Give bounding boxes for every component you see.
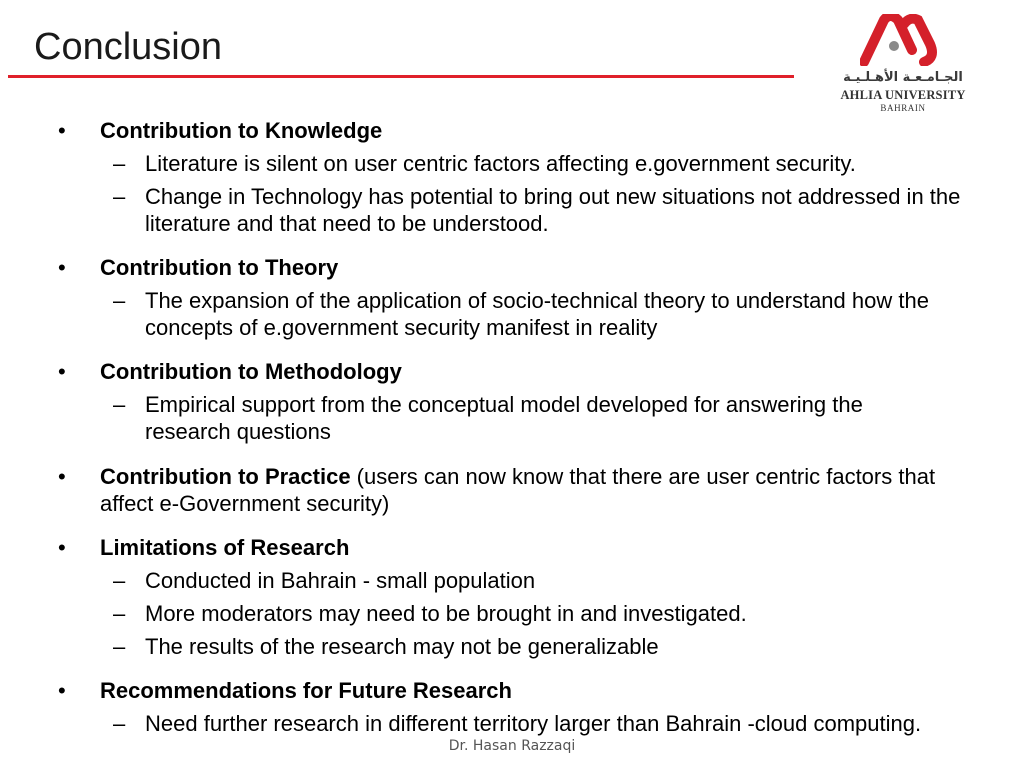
- list-item: – The results of the research may not be generalizable: [113, 634, 659, 659]
- university-logo: [838, 14, 968, 118]
- logo-arabic-text: الجـامـعـة الأهـلـيـة: [843, 70, 963, 85]
- section-heading: Contribution to Practice: [100, 464, 351, 489]
- list-item: – Need further research in different territory larger than Bahrain -cloud computing.: [113, 711, 922, 736]
- section-heading-note: (users can now know that there are user centric factors that affect e-Government security): [100, 464, 936, 516]
- list-item: – Literature is silent on user centric factors affecting e.government security.: [113, 151, 856, 176]
- section-heading: Contribution to Methodology: [100, 359, 402, 384]
- list-item: – Conducted in Bahrain - small population: [113, 568, 536, 593]
- section-theory: [58, 254, 978, 341]
- slide-title: Conclusion: [34, 26, 222, 68]
- title-underline: [8, 75, 794, 78]
- dash-icon: –: [113, 568, 126, 593]
- list-item: – The expansion of the application of socio-technical theory to understand how the concepts of e.government security manifest in reality: [113, 288, 929, 340]
- dash-icon: –: [113, 288, 126, 313]
- dash-icon: –: [113, 634, 126, 659]
- bullet-icon: •: [58, 255, 66, 280]
- section-heading: Contribution to Theory: [100, 255, 339, 280]
- list-item: – More moderators may need to be brought in and investigated.: [113, 601, 747, 626]
- section-heading: Contribution to Knowledge: [100, 118, 383, 143]
- bullet-icon: •: [58, 464, 66, 489]
- section-knowledge: [58, 117, 978, 237]
- dash-icon: –: [113, 392, 126, 417]
- section-limitations: [58, 534, 978, 660]
- ahlia-logo-mark-icon: [860, 14, 946, 66]
- dash-icon: –: [113, 711, 126, 736]
- list-item: – Empirical support from the conceptual model developed for answering the research questions: [113, 392, 863, 444]
- section-practice: [58, 463, 978, 517]
- logo-subtitle: BAHRAIN: [880, 103, 926, 113]
- section-heading: Recommendations for Future Research: [100, 678, 512, 703]
- list-item: – Change in Technology has potential to bring out new situations not addressed in the literature and that need to be understood.: [113, 184, 961, 236]
- bullet-icon: •: [58, 118, 66, 143]
- logo-english-text: AHLIA UNIVERSITY: [840, 88, 966, 102]
- dash-icon: –: [113, 601, 126, 626]
- section-methodology: [58, 358, 978, 445]
- dash-icon: –: [113, 184, 126, 209]
- section-future-research: [58, 677, 978, 737]
- bullet-icon: •: [58, 359, 66, 384]
- bullet-icon: •: [58, 678, 66, 703]
- bullet-icon: •: [58, 535, 66, 560]
- slide-footer: Dr. Hasan Razzaqi: [448, 738, 576, 754]
- section-heading: Limitations of Research: [100, 535, 350, 560]
- dash-icon: –: [113, 151, 126, 176]
